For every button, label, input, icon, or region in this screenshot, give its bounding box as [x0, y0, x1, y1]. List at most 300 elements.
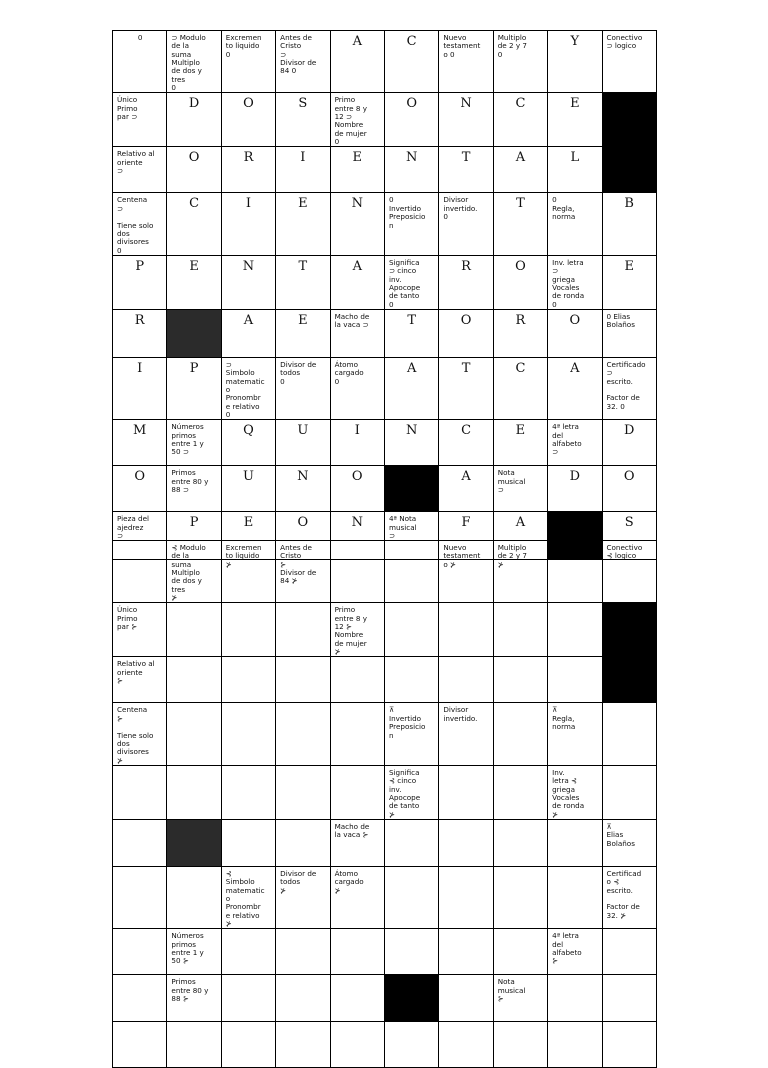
- clue-text: Significa ⊃ cinco inv. Apocope de tanto 0: [388, 257, 421, 309]
- answer-letter: D: [569, 469, 581, 485]
- clue-text: 4ª letra del alfabeto ⊃: [552, 422, 582, 457]
- answer-letter: A: [515, 515, 526, 531]
- answer-cell: [221, 255, 275, 309]
- clue-cell: [221, 31, 275, 93]
- clue-cell: [330, 93, 384, 147]
- empty-cell[interactable]: [276, 703, 330, 765]
- clue-text: ⊃ Simbolo matematic o Pronombr e relativo 0: [225, 359, 265, 419]
- answer-cell: [113, 255, 167, 309]
- empty-cell[interactable]: [439, 975, 493, 1022]
- clue-cell: [167, 31, 221, 93]
- clue-text: Conectivo ⊃ logico: [606, 33, 643, 51]
- clue-cell: [276, 357, 330, 419]
- clue-cell: [493, 466, 547, 512]
- answer-letter: Q: [243, 423, 254, 439]
- answer-letter: O: [351, 469, 363, 485]
- answer-letter: N: [351, 196, 363, 212]
- empty-cell[interactable]: [384, 1022, 438, 1068]
- answer-cell: [493, 309, 547, 357]
- grid-row: [113, 603, 657, 657]
- answer-cell: [330, 255, 384, 309]
- empty-cell[interactable]: [493, 819, 547, 866]
- empty-cell[interactable]: [602, 1022, 656, 1068]
- clue-text: ⊼ Invertido Preposicio n: [388, 705, 426, 740]
- answer-cell: [548, 357, 602, 419]
- empty-cell[interactable]: [439, 866, 493, 928]
- clue-cell: [330, 819, 384, 866]
- clue-cell: [493, 31, 547, 93]
- answer-cell: [167, 255, 221, 309]
- answer-letter: R: [243, 150, 254, 166]
- clue-cell: [113, 147, 167, 193]
- empty-cell[interactable]: [276, 657, 330, 703]
- answer-letter: T: [407, 312, 416, 328]
- clue-cell: [113, 603, 167, 657]
- answer-letter: N: [460, 96, 472, 112]
- answer-cell: [221, 466, 275, 512]
- answer-cell: [330, 147, 384, 193]
- answer-letter: A: [461, 469, 471, 485]
- clue-text: Inv. letra ⊃ griega Vocales de ronda 0: [552, 257, 585, 309]
- answer-letter: I: [300, 150, 306, 166]
- answer-letter: O: [188, 150, 200, 166]
- answer-cell: [384, 420, 438, 466]
- empty-cell[interactable]: [221, 1022, 275, 1068]
- clue-cell: [113, 703, 167, 765]
- clue-cell: [439, 31, 493, 93]
- clue-cell: [384, 193, 438, 255]
- clue-cell: [221, 866, 275, 928]
- answer-cell: [384, 31, 438, 93]
- answer-letter: B: [624, 196, 634, 212]
- clue-text: 0 Elias Bolaños: [606, 311, 635, 330]
- clue-text: Átomo cargado ⊁: [334, 868, 364, 895]
- grid-row: [113, 309, 657, 357]
- answer-letter: I: [354, 423, 360, 439]
- answer-cell: [493, 93, 547, 147]
- clue-cell: [602, 819, 656, 866]
- answer-letter: S: [624, 515, 634, 531]
- empty-cell[interactable]: [221, 765, 275, 819]
- clue-cell: [548, 420, 602, 466]
- empty-cell[interactable]: [276, 975, 330, 1022]
- empty-cell[interactable]: [276, 765, 330, 819]
- answer-letter: E: [570, 96, 580, 112]
- answer-cell: [384, 147, 438, 193]
- answer-cell: [493, 255, 547, 309]
- clue-cell: [602, 309, 656, 357]
- clue-text: Divisor de todos 0: [280, 359, 317, 386]
- answer-letter: S: [298, 96, 308, 112]
- empty-cell[interactable]: [439, 1022, 493, 1068]
- grid-row: [113, 1022, 657, 1068]
- black-square: [602, 93, 656, 147]
- answer-cell: [330, 193, 384, 255]
- clue-text: Primos entre 80 y 88 ⊃: [171, 468, 209, 495]
- answer-letter: A: [352, 258, 362, 274]
- empty-cell[interactable]: [221, 819, 275, 866]
- clue-cell: [167, 975, 221, 1022]
- answer-cell: [167, 93, 221, 147]
- answer-cell: [602, 466, 656, 512]
- empty-cell[interactable]: [330, 929, 384, 975]
- empty-cell[interactable]: [276, 819, 330, 866]
- dark-square: [167, 309, 221, 357]
- answer-letter: C: [515, 360, 526, 376]
- answer-letter: R: [461, 258, 471, 274]
- empty-cell[interactable]: [602, 975, 656, 1022]
- answer-cell: [167, 357, 221, 419]
- answer-letter: P: [135, 258, 145, 274]
- answer-letter: C: [406, 34, 417, 49]
- clue-text: 4ª letra del alfabeto ⊱: [552, 931, 582, 966]
- empty-cell[interactable]: [113, 1022, 167, 1068]
- answer-cell: [602, 420, 656, 466]
- answer-cell: [276, 93, 330, 147]
- answer-letter: R: [515, 312, 526, 328]
- answer-cell: [493, 420, 547, 466]
- empty-cell[interactable]: [602, 703, 656, 765]
- clue-text: Antes de Cristo ⊃ Divisor de 84 0: [280, 33, 317, 76]
- clue-text: ⊰ Modulo de la suma Multiplo de dos y tres ⊁: [171, 543, 206, 603]
- answer-letter: T: [298, 258, 308, 274]
- clue-text: ⊼ Regla, norma: [552, 705, 576, 732]
- clue-cell: [439, 541, 493, 603]
- empty-cell[interactable]: [330, 765, 384, 819]
- answer-cell: [384, 93, 438, 147]
- answer-cell: [548, 466, 602, 512]
- empty-cell[interactable]: [548, 603, 602, 657]
- answer-cell: [493, 357, 547, 419]
- clue-text: Relativo al oriente ⊃: [117, 149, 155, 176]
- answer-cell: [276, 193, 330, 255]
- clue-text: Divisor invertido.: [443, 705, 478, 723]
- empty-cell[interactable]: [276, 603, 330, 657]
- answer-cell: [439, 255, 493, 309]
- answer-cell: [113, 309, 167, 357]
- answer-letter: C: [461, 423, 472, 439]
- answer-cell: [439, 93, 493, 147]
- answer-letter: O: [515, 258, 526, 274]
- answer-cell: [276, 147, 330, 193]
- empty-cell[interactable]: [113, 819, 167, 866]
- empty-cell[interactable]: [384, 866, 438, 928]
- answer-cell: [384, 357, 438, 419]
- clue-text: Certificado ⊃ escrito. Factor de 32. 0: [606, 359, 646, 411]
- grid-row: [113, 255, 657, 309]
- clue-cell: [167, 420, 221, 466]
- empty-cell[interactable]: [493, 929, 547, 975]
- answer-letter: I: [137, 360, 143, 376]
- answer-letter: E: [189, 258, 199, 274]
- empty-cell[interactable]: [221, 603, 275, 657]
- grid-row: [113, 929, 657, 975]
- clue-cell: [602, 866, 656, 928]
- answer-cell: [493, 147, 547, 193]
- grid-row: [113, 765, 657, 819]
- clue-cell: [439, 703, 493, 765]
- clue-text: Relativo al oriente ⊱: [117, 659, 155, 686]
- answer-cell: [439, 309, 493, 357]
- answer-letter: A: [243, 312, 254, 328]
- clue-text: Primo entre 8 y 12 ⊱ Nombre de mujer ⊁: [334, 605, 367, 657]
- clue-text: ⊃ Modulo de la suma Multiplo de dos y tres 0: [171, 33, 206, 93]
- clue-text: Números primos entre 1 y 50 ⊱: [171, 931, 204, 966]
- empty-cell[interactable]: [113, 765, 167, 819]
- answer-letter: U: [297, 423, 309, 439]
- empty-cell[interactable]: [113, 866, 167, 928]
- clue-cell: [384, 255, 438, 309]
- answer-letter: A: [515, 150, 526, 166]
- answer-letter: R: [134, 312, 145, 328]
- black-square: [602, 603, 656, 657]
- empty-cell[interactable]: [167, 866, 221, 928]
- answer-cell: [330, 31, 384, 93]
- solved-crossword-grid: [112, 30, 657, 560]
- black-square: [384, 466, 438, 512]
- answer-letter: C: [515, 96, 526, 112]
- clue-text: Único Primo par ⊱: [117, 605, 138, 632]
- answer-letter: O: [460, 312, 472, 328]
- clue-text: Único Primo par ⊃: [117, 95, 138, 122]
- clue-text: Macho de la vaca ⊱: [334, 821, 370, 840]
- answer-cell: [276, 466, 330, 512]
- answer-cell: [330, 420, 384, 466]
- empty-cell[interactable]: [384, 819, 438, 866]
- empty-cell[interactable]: [384, 603, 438, 657]
- grid-row: [113, 93, 657, 147]
- empty-cell[interactable]: [167, 703, 221, 765]
- empty-cell[interactable]: [548, 975, 602, 1022]
- answer-cell: [439, 466, 493, 512]
- clue-text: Nota musical ⊱: [497, 977, 526, 1004]
- empty-cell[interactable]: [113, 975, 167, 1022]
- answer-cell: [276, 309, 330, 357]
- clue-cell: [167, 466, 221, 512]
- clue-text: Significa ⊰ cinco inv. Apocope de tanto ⊁: [388, 767, 421, 819]
- clue-text: Centena ⊱ Tiene solo dos divisores ⊁: [117, 705, 154, 765]
- empty-cell[interactable]: [221, 975, 275, 1022]
- empty-cell[interactable]: [493, 657, 547, 703]
- grid-row: [113, 357, 657, 419]
- answer-letter: O: [243, 96, 254, 112]
- empty-cell[interactable]: [548, 657, 602, 703]
- empty-cell[interactable]: [493, 1022, 547, 1068]
- answer-letter: P: [189, 360, 199, 376]
- empty-cell[interactable]: [113, 541, 167, 603]
- answer-cell: [221, 420, 275, 466]
- clue-text: ⊰ Simbolo matematic o Pronombr e relativo ⊁: [225, 868, 265, 928]
- empty-cell[interactable]: [221, 929, 275, 975]
- clue-text: Excremen to liquido ⊁: [225, 543, 262, 569]
- empty-cell[interactable]: [384, 657, 438, 703]
- clue-cell: [384, 703, 438, 765]
- empty-cell[interactable]: [439, 929, 493, 975]
- answer-cell: [276, 420, 330, 466]
- clue-text: Números primos entre 1 y 50 ⊃: [171, 422, 204, 457]
- answer-letter: P: [189, 515, 199, 531]
- answer-letter: T: [461, 360, 471, 376]
- clue-text: Multiplo de 2 y 7 ⊁: [497, 543, 527, 569]
- answer-letter: T: [516, 196, 525, 212]
- answer-letter: O: [569, 312, 581, 328]
- empty-cell[interactable]: [439, 603, 493, 657]
- grid-row: [113, 420, 657, 466]
- clue-cell: [221, 357, 275, 419]
- answer-cell: [221, 147, 275, 193]
- empty-cell[interactable]: [167, 603, 221, 657]
- empty-cell[interactable]: [221, 703, 275, 765]
- empty-cell[interactable]: [439, 765, 493, 819]
- clue-text: Primo entre 8 y 12 ⊃ Nombre de mujer 0: [334, 95, 367, 147]
- clue-cell: [221, 541, 275, 603]
- clue-cell: [330, 357, 384, 419]
- answer-letter: F: [461, 515, 471, 531]
- empty-cell[interactable]: [493, 603, 547, 657]
- clue-text: Macho de la vaca ⊃: [334, 311, 370, 330]
- empty-cell[interactable]: [548, 819, 602, 866]
- clue-text: Multiplo de 2 y 7 0: [497, 33, 527, 59]
- clue-cell: [113, 193, 167, 255]
- answer-cell: [439, 420, 493, 466]
- grid-row: [113, 819, 657, 866]
- empty-cell[interactable]: [167, 657, 221, 703]
- empty-cell[interactable]: [439, 657, 493, 703]
- answer-letter: L: [570, 150, 580, 166]
- answer-letter: E: [243, 515, 254, 531]
- grid-row: [113, 866, 657, 928]
- answer-cell: [439, 147, 493, 193]
- grid-row: [113, 466, 657, 512]
- black-square: [384, 975, 438, 1022]
- clue-cell: [548, 255, 602, 309]
- answer-letter: A: [352, 34, 362, 49]
- empty-cell[interactable]: [548, 541, 602, 603]
- clue-cell: [602, 357, 656, 419]
- grid-row: [113, 975, 657, 1022]
- answer-cell: [384, 309, 438, 357]
- empty-cell[interactable]: [113, 929, 167, 975]
- answer-letter: N: [297, 469, 309, 485]
- answer-cell: [602, 193, 656, 255]
- empty-cell[interactable]: [221, 657, 275, 703]
- answer-cell: [548, 309, 602, 357]
- answer-letter: N: [242, 258, 255, 274]
- empty-cell[interactable]: [330, 541, 384, 603]
- answer-letter: E: [624, 258, 634, 274]
- answer-letter: D: [188, 96, 200, 112]
- empty-cell[interactable]: [276, 1022, 330, 1068]
- answer-cell: [439, 357, 493, 419]
- empty-cell[interactable]: [384, 929, 438, 975]
- clue-text: Nota musical ⊃: [497, 468, 526, 495]
- clue-text: Certificad o ⊰ escrito. Factor de 32. ⊁: [606, 868, 642, 920]
- answer-letter: O: [623, 469, 635, 485]
- empty-cell[interactable]: [493, 703, 547, 765]
- answer-letter: O: [134, 469, 146, 485]
- empty-cell[interactable]: [384, 541, 438, 603]
- answer-cell: [276, 255, 330, 309]
- clue-cell: [548, 703, 602, 765]
- clue-text: Inv. letra ⊰ griega Vocales de ronda ⊁: [552, 767, 585, 819]
- answer-cell: [602, 255, 656, 309]
- clue-text: Antes de Cristo ⊱ Divisor de 84 ⊁: [280, 543, 317, 586]
- answer-cell: [548, 93, 602, 147]
- clue-cell: [548, 929, 602, 975]
- empty-cell[interactable]: [330, 657, 384, 703]
- answer-letter: O: [406, 96, 417, 112]
- answer-cell: [221, 93, 275, 147]
- answer-letter: U: [242, 469, 254, 485]
- black-square: [602, 657, 656, 703]
- grid-row: [113, 193, 657, 255]
- empty-cell[interactable]: [439, 819, 493, 866]
- empty-cell[interactable]: [276, 929, 330, 975]
- clue-text: Centena ⊃ Tiene solo dos divisores 0: [117, 195, 154, 255]
- empty-cell[interactable]: [548, 1022, 602, 1068]
- answer-letter: I: [245, 196, 252, 212]
- empty-cell[interactable]: [493, 866, 547, 928]
- clue-text: 4ª Nota musical ⊃: [388, 514, 417, 541]
- empty-cell[interactable]: [602, 929, 656, 975]
- clue-text: Nuevo testament o ⊁: [443, 543, 481, 569]
- empty-cell[interactable]: [602, 765, 656, 819]
- empty-cell[interactable]: [548, 866, 602, 928]
- clue-cell: [276, 541, 330, 603]
- clue-text: 0 Invertido Preposicio n: [388, 195, 426, 230]
- empty-cell[interactable]: [330, 975, 384, 1022]
- clue-cell: [330, 309, 384, 357]
- answer-letter: N: [405, 150, 418, 166]
- grid-row: [113, 703, 657, 765]
- answer-cell: [167, 193, 221, 255]
- clue-text: Excremen to liquido 0: [225, 33, 262, 59]
- answer-letter: T: [461, 150, 471, 166]
- clue-cell: [602, 31, 656, 93]
- empty-cell[interactable]: [167, 765, 221, 819]
- answer-letter: E: [298, 312, 308, 328]
- answer-letter: A: [406, 360, 417, 376]
- answer-cell: [113, 357, 167, 419]
- answer-cell: [493, 193, 547, 255]
- answer-cell: [548, 31, 602, 93]
- clue-cell: [330, 603, 384, 657]
- clue-cell: [493, 975, 547, 1022]
- clue-text: ⊼ Elias Bolaños: [606, 821, 635, 848]
- clue-cell: [493, 541, 547, 603]
- grid-row: [113, 541, 657, 603]
- clue-cell: [113, 93, 167, 147]
- clue-cell: [167, 541, 221, 603]
- dark-square: [167, 819, 221, 866]
- clue-text: Primos entre 80 y 88 ⊱: [171, 977, 209, 1004]
- answer-letter: Y: [570, 34, 580, 49]
- clue-cell: [602, 541, 656, 603]
- clue-text: 0: [137, 33, 143, 42]
- answer-cell: [221, 193, 275, 255]
- empty-cell[interactable]: [330, 703, 384, 765]
- answer-letter: M: [133, 423, 147, 439]
- grid-row: [113, 147, 657, 193]
- empty-cell[interactable]: [167, 1022, 221, 1068]
- empty-cell[interactable]: [493, 765, 547, 819]
- clue-cell: [113, 657, 167, 703]
- clue-text: Átomo cargado 0: [334, 359, 364, 386]
- empty-cell[interactable]: [330, 1022, 384, 1068]
- clue-cell: [167, 929, 221, 975]
- clue-cell: [439, 193, 493, 255]
- clue-cell: [113, 31, 167, 93]
